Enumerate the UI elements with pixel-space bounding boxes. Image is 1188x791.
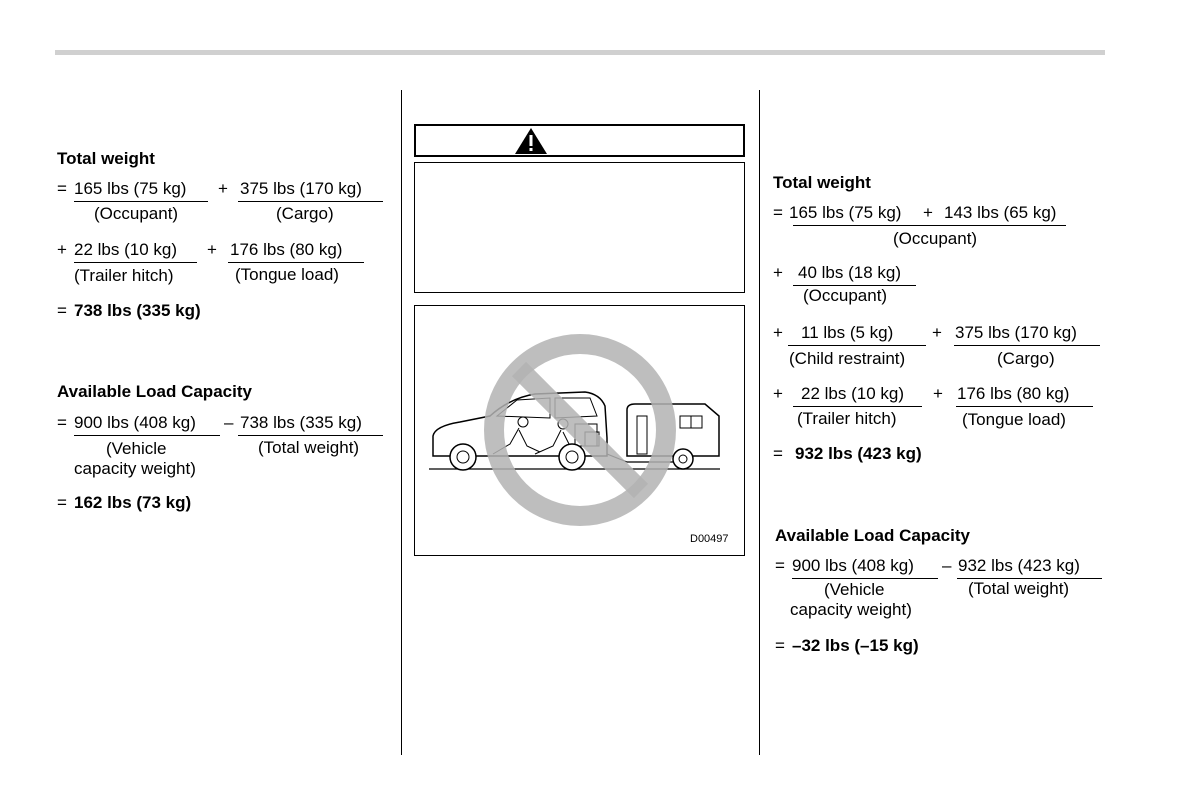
total-weight-result: 738 lbs (335 kg)	[74, 301, 201, 320]
underline	[74, 435, 220, 436]
underline	[74, 262, 197, 263]
capacity-weight-label: capacity weight)	[790, 600, 912, 619]
underline	[954, 345, 1100, 346]
vehicle-label: (Vehicle	[824, 580, 885, 599]
plus-sign: +	[773, 263, 783, 282]
top-rule	[55, 50, 1105, 55]
child-restraint-value: 11 lbs (5 kg)	[801, 323, 894, 342]
total-weight-result: 932 lbs (423 kg)	[795, 444, 922, 463]
trailer-hitch-label: (Trailer hitch)	[797, 409, 897, 428]
equals-sign: =	[57, 493, 67, 512]
warning-body	[414, 162, 745, 293]
vehicle-towing-illustration	[415, 306, 744, 555]
occupant-label: (Occupant)	[893, 229, 978, 248]
equals-sign: =	[773, 444, 783, 463]
minus-sign: –	[224, 413, 234, 432]
trailer-hitch-value: 22 lbs (10 kg)	[74, 240, 177, 259]
occupant-weight-value: 165 lbs (75 kg)	[789, 203, 902, 222]
vehicle-capacity-value: 900 lbs (408 kg)	[792, 556, 914, 575]
total-weight-label: (Total weight)	[258, 438, 360, 457]
equals-sign: =	[57, 301, 67, 320]
underline	[793, 406, 922, 407]
underline	[788, 345, 926, 346]
available-capacity-result: 162 lbs (73 kg)	[74, 493, 192, 512]
plus-sign: +	[218, 179, 228, 198]
plus-sign: +	[933, 384, 943, 403]
equals-sign: =	[775, 556, 785, 575]
equals-sign: =	[773, 203, 783, 222]
plus-sign: +	[923, 203, 933, 222]
total-weight-value: 738 lbs (335 kg)	[240, 413, 362, 432]
total-weight-heading: Total weight	[57, 149, 155, 168]
column-divider-left	[401, 90, 402, 755]
total-weight-value: 932 lbs (423 kg)	[958, 556, 1080, 575]
trailer-hitch-value: 22 lbs (10 kg)	[801, 384, 904, 403]
underline	[793, 225, 1066, 226]
underline	[238, 435, 383, 436]
total-weight-label: (Total weight)	[968, 579, 1070, 598]
occupant-label: (Occupant)	[803, 286, 888, 305]
underline	[228, 262, 364, 263]
plus-sign: +	[773, 384, 783, 403]
equals-sign: =	[57, 179, 67, 198]
figure-code: D00497	[690, 533, 729, 545]
tongue-load-label: (Tongue load)	[235, 265, 339, 284]
plus-sign: +	[207, 240, 217, 259]
vehicle-capacity-value: 900 lbs (408 kg)	[74, 413, 196, 432]
underline	[238, 201, 383, 202]
occupant-weight-value-2: 143 lbs (65 kg)	[944, 203, 1057, 222]
plus-sign: +	[932, 323, 942, 342]
underline	[792, 578, 938, 579]
warning-triangle-icon	[514, 127, 548, 160]
tongue-load-value: 176 lbs (80 kg)	[957, 384, 1070, 403]
child-restraint-label: (Child restraint)	[789, 349, 906, 368]
available-load-capacity-heading: Available Load Capacity	[57, 382, 252, 401]
cargo-weight-value: 375 lbs (170 kg)	[240, 179, 362, 198]
equals-sign: =	[775, 636, 785, 655]
tongue-load-label: (Tongue load)	[962, 410, 1066, 429]
available-load-capacity-heading: Available Load Capacity	[775, 526, 970, 545]
occupant-weight-value-3: 40 lbs (18 kg)	[798, 263, 901, 282]
underline	[956, 406, 1093, 407]
tongue-load-value: 176 lbs (80 kg)	[230, 240, 343, 259]
underline	[74, 201, 208, 202]
minus-sign: –	[942, 556, 952, 575]
cargo-weight-value: 375 lbs (170 kg)	[955, 323, 1077, 342]
warning-header	[414, 124, 745, 157]
occupant-label: (Occupant)	[94, 204, 179, 223]
equals-sign: =	[57, 413, 67, 432]
trailer-hitch-label: (Trailer hitch)	[74, 266, 174, 285]
capacity-weight-label: capacity weight)	[74, 459, 196, 478]
vehicle-label: (Vehicle	[106, 439, 167, 458]
plus-sign: +	[57, 240, 67, 259]
available-capacity-result: –32 lbs (–15 kg)	[792, 636, 919, 655]
column-divider-right	[759, 90, 760, 755]
total-weight-heading: Total weight	[773, 173, 871, 192]
plus-sign: +	[773, 323, 783, 342]
cargo-label: (Cargo)	[276, 204, 334, 223]
cargo-label: (Cargo)	[997, 349, 1055, 368]
occupant-weight-value: 165 lbs (75 kg)	[74, 179, 187, 198]
